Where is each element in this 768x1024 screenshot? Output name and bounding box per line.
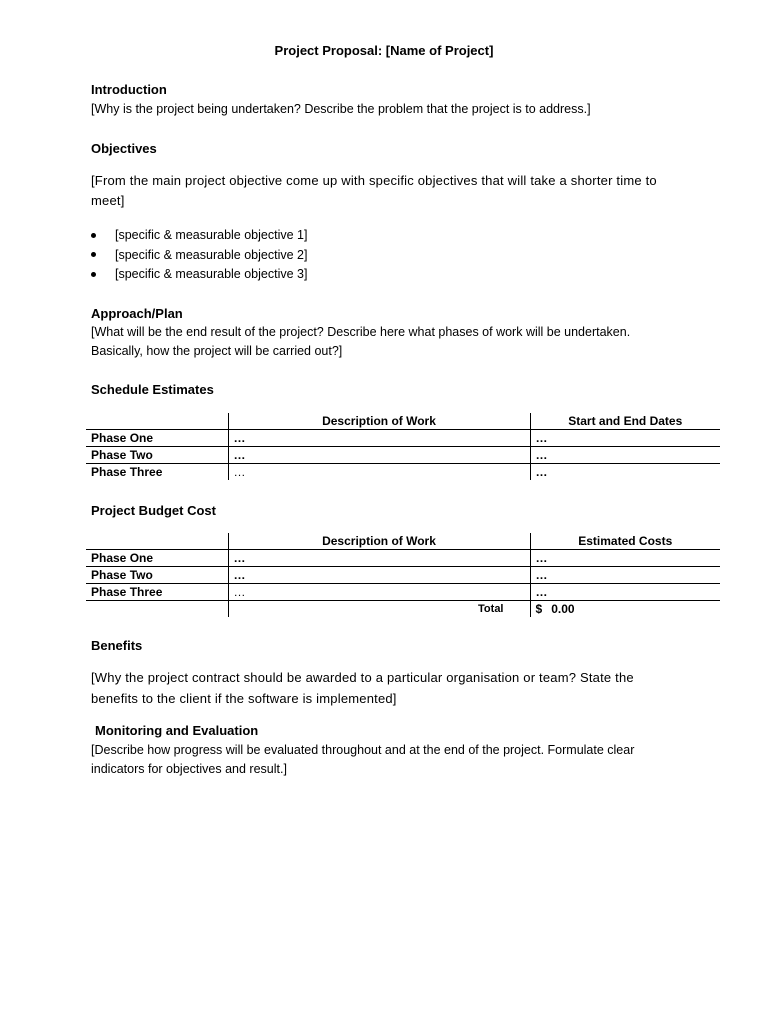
budget-description-cell: … [228,567,530,584]
objective-item-2: [specific & measurable objective 2] [115,247,308,262]
introduction-heading: Introduction [91,82,167,97]
schedule-table [86,413,720,480]
bullet-icon [91,252,96,257]
budget-cost-cell: … [530,550,720,567]
schedule-description-cell: … [228,430,530,447]
list-item [91,265,307,285]
budget-phase-label: Phase One [86,550,228,567]
list-item [91,246,307,266]
schedule-col-description: Description of Work [228,413,530,430]
table-row [86,447,720,464]
budget-description-cell: … [228,584,530,601]
budget-total-currency: $ [535,602,543,616]
bullet-icon [91,233,96,238]
approach-text-line2: Basically, how the project will be carried out?] [91,344,343,358]
introduction-text: [Why is the project being undertaken? Describe the problem that the project is to address.] [91,102,591,116]
benefits-text-line1: [Why the project contract should be awarded to a particular organisation or team? State the [91,670,634,685]
document-title: Project Proposal: [Name of Project] [274,43,494,58]
budget-col-description: Description of Work [228,533,530,550]
schedule-description-cell: … [228,464,530,481]
table-row [86,550,720,567]
budget-description-cell: … [228,550,530,567]
budget-total-value: 0.00 [551,602,575,616]
approach-text-line1: [What will be the end result of the project? Describe here what phases of work will be undertaken. [91,325,631,339]
schedule-dates-cell: … [530,447,720,464]
budget-cost-cell: … [530,584,720,601]
schedule-phase-label: Phase Three [91,465,163,479]
budget-total-label: Total [228,601,530,618]
bullet-icon [91,272,96,277]
budget-col-costs: Estimated Costs [530,533,720,550]
table-row [86,464,720,481]
budget-phase-label: Phase Two [86,567,228,584]
benefits-text-line2: benefits to the client if the software is implemented] [91,691,397,706]
benefits-heading: Benefits [91,638,143,653]
objectives-list [91,226,307,285]
table-row [86,584,720,601]
approach-heading: Approach/Plan [91,306,183,321]
objective-item-1: [specific & measurable objective 1] [115,228,308,242]
schedule-heading: Schedule Estimates [91,382,214,397]
budget-col-blank [86,533,228,550]
schedule-phase-label: Phase One [86,430,228,447]
monitoring-text-line1: [Describe how progress will be evaluated throughout and at the end of the project. Formulate clear [91,743,635,757]
table-row [86,601,720,618]
budget-cost-cell: … [530,567,720,584]
budget-phase-label: Phase Three [86,584,228,601]
budget-table [86,533,720,617]
monitoring-text-line2: indicators for objectives and result.] [91,762,287,776]
monitoring-heading: Monitoring and Evaluation [95,723,259,738]
table-row [86,567,720,584]
schedule-col-blank [86,413,228,430]
budget-total-blank [86,601,228,618]
budget-total-cell [530,601,720,618]
objectives-heading: Objectives [91,141,157,156]
schedule-dates-cell: … [530,430,720,447]
schedule-description-cell: … [228,447,530,464]
objective-item-3: [specific & measurable objective 3] [115,267,308,281]
budget-heading: Project Budget Cost [91,503,216,518]
schedule-dates-cell: … [530,464,720,481]
list-item [91,226,307,246]
schedule-col-dates: Start and End Dates [530,413,720,430]
table-row [86,430,720,447]
objectives-text-line2: meet] [91,193,125,208]
objectives-text-line1: [From the main project objective come up with specific objectives that will take a shorter time to [91,173,657,188]
schedule-phase-label: Phase Two [86,447,228,464]
